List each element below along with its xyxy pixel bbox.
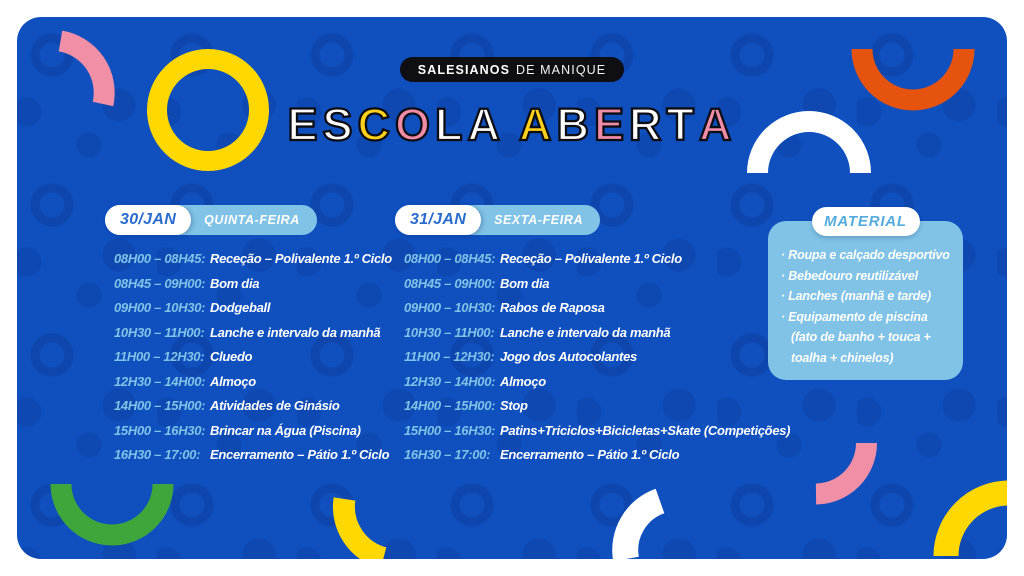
schedule-activity: Encerramento – Pátio 1.º Ciclo	[500, 447, 680, 462]
yellow-arc-corner-icon	[946, 493, 1007, 556]
material-item: · Bebedouro reutilizável	[781, 268, 918, 283]
schedule-time: 15H00 – 16H30:	[404, 422, 496, 438]
material-panel-wrap	[768, 207, 963, 380]
day-2-rows	[404, 247, 790, 468]
schedule-row	[114, 443, 392, 468]
material-title: MATERIAL	[824, 213, 907, 230]
schedule-activity: Patins+Triciclos+Bicicletas+Skate (Competições)	[500, 422, 791, 438]
title-letter: S	[322, 99, 358, 150]
schedule-activity: Receção – Polivalente 1.º Ciclo	[210, 251, 392, 266]
schedule-activity: Almoço	[210, 373, 256, 389]
schedule-row	[404, 247, 790, 272]
material-panel	[768, 221, 963, 380]
schedule-row	[404, 370, 790, 395]
schedule-row	[114, 419, 392, 444]
schedule-time: 10H30 – 11H00:	[404, 324, 495, 340]
schedule-row	[404, 345, 790, 370]
schedule-activity: Almoço	[500, 373, 546, 389]
title-letter: O	[395, 99, 436, 150]
schedule-time: 16H30 – 17:00:	[114, 447, 201, 462]
schedule-activity: Brincar na Água (Piscina)	[210, 422, 361, 438]
schedule-time: 08H00 – 08H45:	[114, 251, 206, 266]
title-letter: A	[699, 99, 737, 150]
schedule-time: 08H45 – 09H00:	[404, 275, 496, 291]
schedule-row	[114, 272, 392, 297]
title-letter: A	[519, 99, 557, 150]
schedule-time: 09H00 – 10H30:	[114, 300, 206, 315]
title-letter: R	[629, 99, 667, 150]
schedule-activity: Encerramento – Pátio 1.º Ciclo	[210, 447, 390, 462]
day-2-weekday: SEXTA-FEIRA	[494, 213, 584, 227]
title-letter: L	[435, 99, 468, 150]
material-list	[781, 245, 953, 368]
school-badge	[400, 57, 624, 82]
schedule-day-2	[395, 205, 790, 468]
schedule-activity: Rabos de Raposa	[500, 300, 605, 315]
title-letter: B	[556, 99, 595, 150]
schedule-row	[404, 296, 790, 321]
badge-rest-text: DE MANIQUE	[516, 62, 607, 77]
schedule-activity: Dodgeball	[210, 300, 271, 315]
title-letter: T	[666, 99, 700, 150]
schedule-activity: Lanche e intervalo da manhã	[210, 324, 381, 340]
material-item: · Equipamento de piscina (fato de banho + touca + toalha + chinelos)	[781, 309, 931, 365]
schedule-time: 12H30 – 14H00:	[114, 373, 206, 389]
title-letter: E	[594, 99, 630, 150]
schedule-row	[404, 394, 790, 419]
schedule-activity: Stop	[500, 398, 528, 413]
white-arc-bottom-icon	[625, 501, 660, 559]
schedule-activity: Lanche e intervalo da manhã	[500, 324, 671, 340]
pink-arc-bottom-right-icon	[816, 443, 867, 494]
schedule-row	[114, 394, 392, 419]
day-1-weekday: QUINTA-FEIRA	[204, 213, 300, 227]
school-badge-wrap	[17, 57, 1007, 82]
schedule-time: 10H30 – 11H00:	[114, 324, 205, 340]
schedule-time: 14H00 – 15H00:	[404, 398, 496, 413]
schedule-row	[404, 272, 790, 297]
schedule-row	[404, 321, 790, 346]
title-letter: E	[287, 99, 323, 150]
day-1-date: 30/JAN	[120, 211, 177, 228]
material-item: · Roupa e calçado desportivo	[781, 248, 950, 262]
schedule-activity: Cluedo	[210, 349, 253, 364]
schedule-row	[114, 345, 392, 370]
title-letter: A	[467, 99, 506, 150]
schedule-day-1	[105, 205, 392, 468]
schedule-row	[404, 419, 790, 444]
schedule-row	[114, 296, 392, 321]
schedule-time: 08H45 – 09H00:	[114, 275, 206, 291]
day-1-header	[105, 205, 317, 235]
day-2-header	[395, 205, 600, 235]
day-2-date-chip	[395, 205, 481, 235]
badge-brand-text: SALESIANOS	[417, 62, 511, 77]
schedule-activity: Bom dia	[500, 275, 550, 291]
schedule-activity: Atividades de Ginásio	[210, 398, 340, 413]
title-letter: C	[357, 99, 395, 150]
day-2-date: 31/JAN	[410, 211, 467, 228]
schedule-row	[114, 321, 392, 346]
schedule-time: 11H00 – 12H30:	[404, 349, 495, 364]
schedule-activity: Bom dia	[210, 275, 260, 291]
schedule-activity: Jogo dos Autocolantes	[500, 349, 637, 364]
schedule-time: 11H00 – 12H30:	[114, 349, 205, 364]
schedule-time: 15H00 – 16H30:	[114, 422, 206, 438]
day-1-rows	[114, 247, 392, 468]
yellow-arc-bottom-middle-icon	[344, 499, 384, 558]
schedule-time: 09H00 – 10H30:	[404, 300, 496, 315]
green-arc-bottom-left-icon	[61, 484, 163, 535]
day-1-date-chip	[105, 205, 191, 235]
schedule-time: 14H00 – 15H00:	[114, 398, 206, 413]
schedule-row	[114, 370, 392, 395]
schedule-time: 08H00 – 08H45:	[404, 251, 496, 266]
schedule-activity: Receção – Polivalente 1.º Ciclo	[500, 251, 682, 266]
page-title	[17, 95, 1007, 155]
schedule-row	[404, 443, 790, 468]
material-item: · Lanches (manhã e tarde)	[781, 289, 931, 303]
material-pill	[812, 207, 920, 236]
schedule-time: 16H30 – 17:00:	[404, 447, 491, 462]
poster-card	[17, 17, 1007, 559]
schedule-row	[114, 247, 392, 272]
schedule-time: 12H30 – 14H00:	[404, 373, 496, 389]
